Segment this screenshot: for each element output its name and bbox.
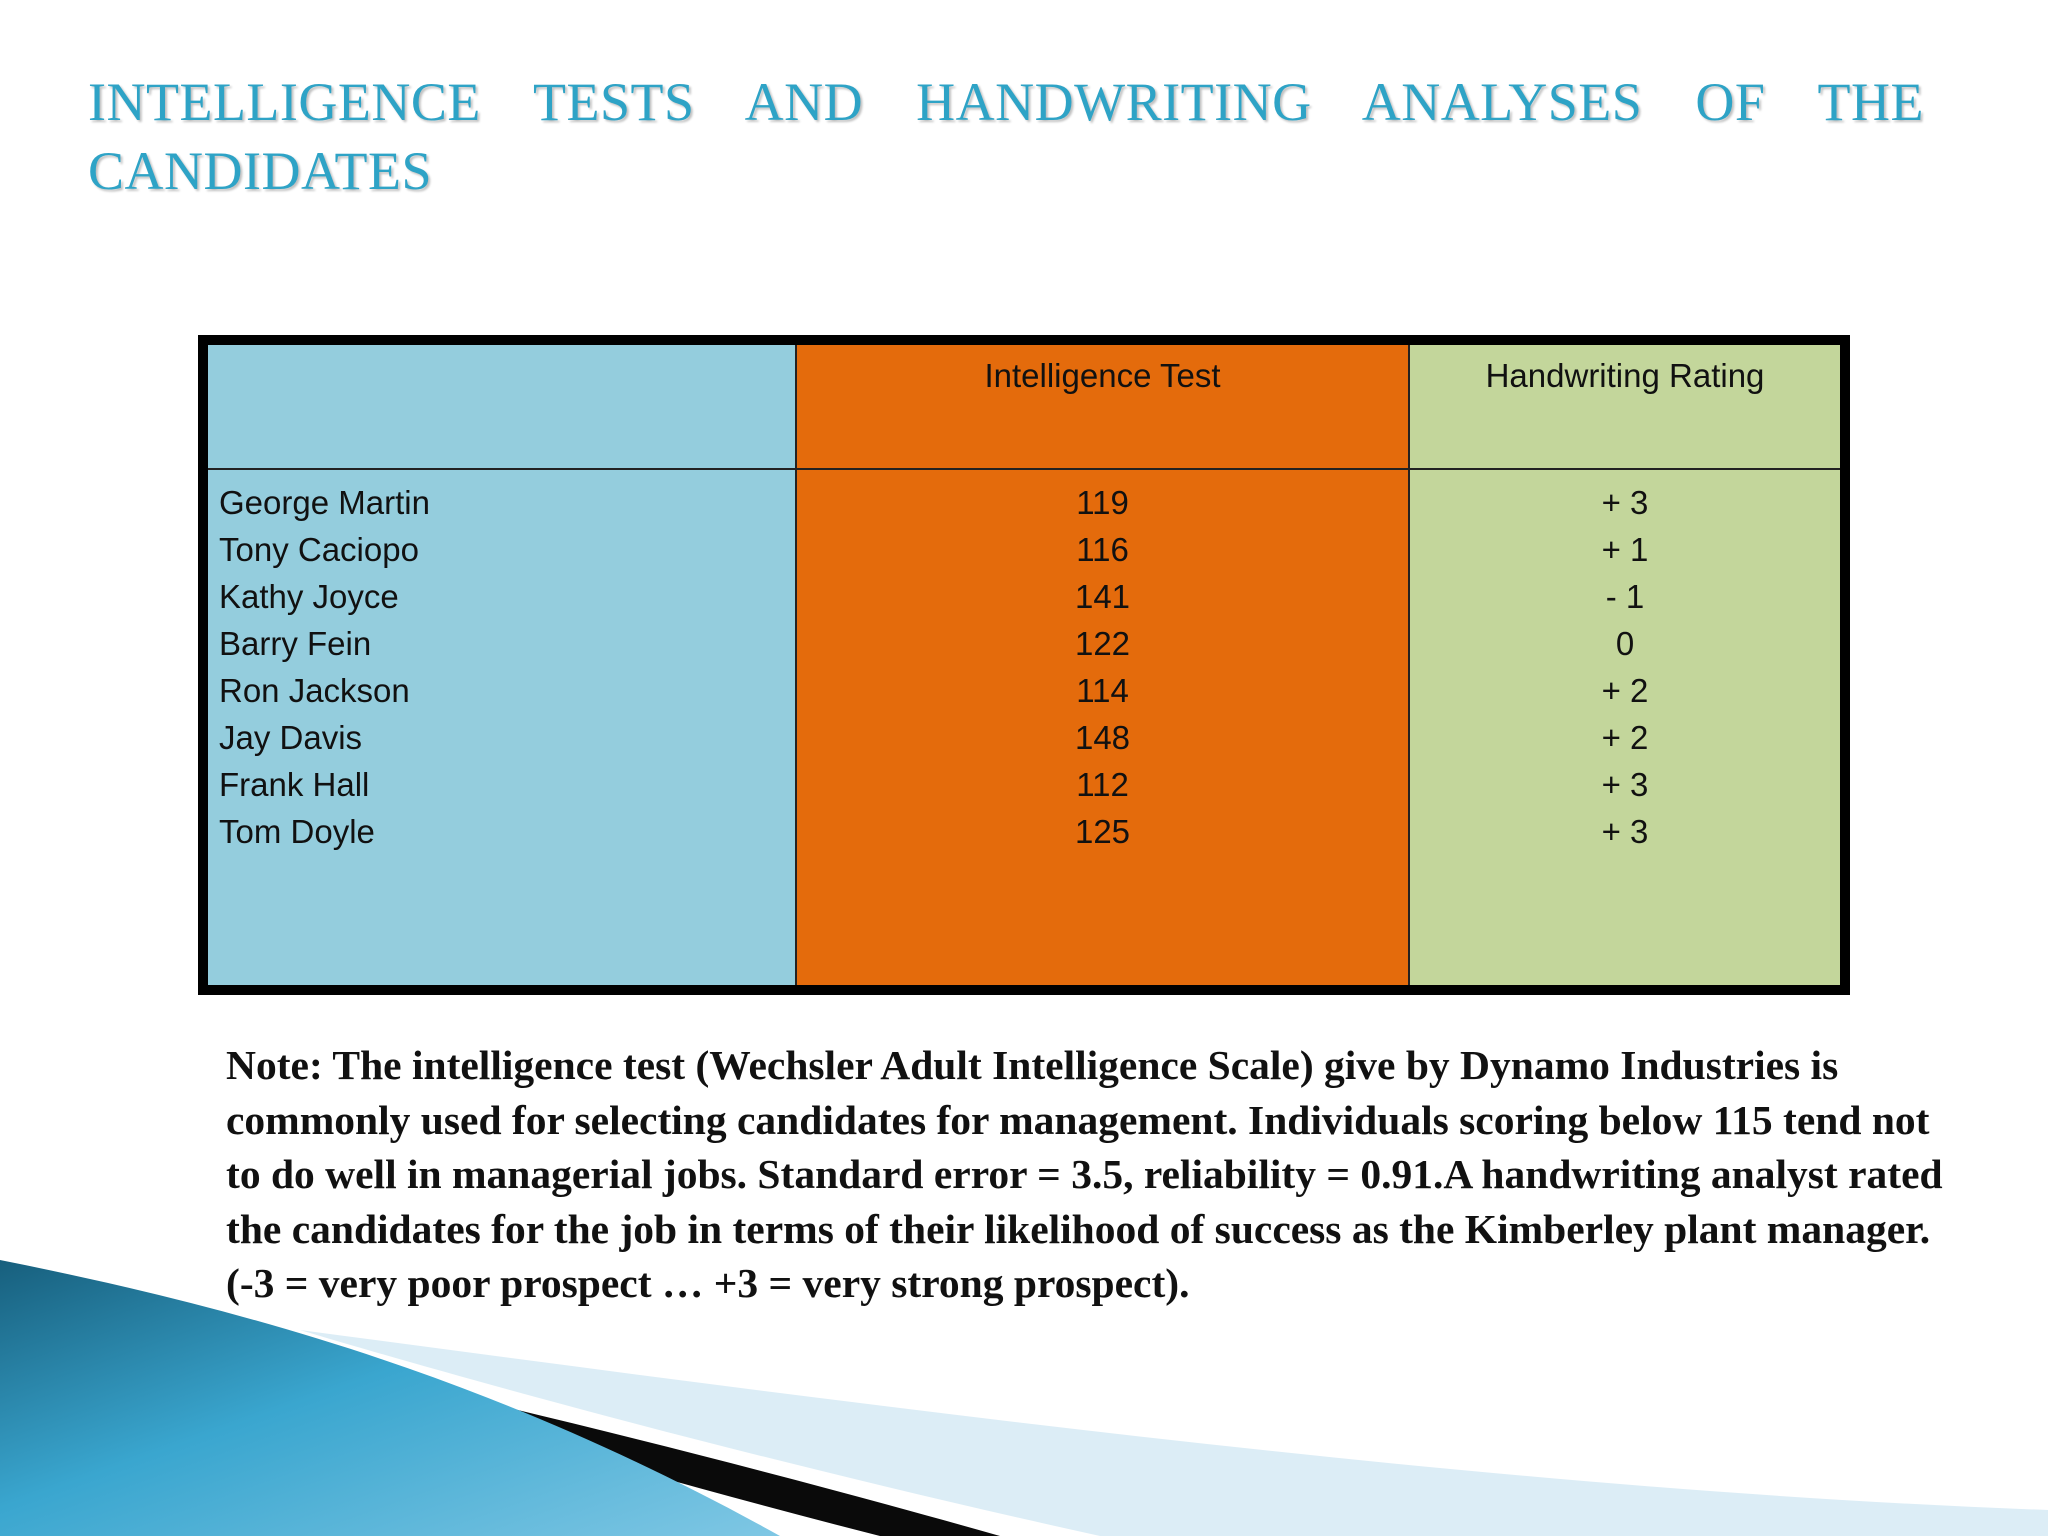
handwriting-rating: + 3 (1601, 813, 1649, 850)
intelligence-body (797, 470, 1408, 855)
intelligence-score: 141 (1074, 578, 1131, 615)
handwriting-body (1410, 470, 1840, 855)
handwriting-rating: + 2 (1601, 672, 1649, 709)
intelligence-score: 114 (1076, 672, 1129, 709)
handwriting-rating: 0 (1615, 625, 1635, 662)
handwriting-rating: - 1 (1605, 578, 1645, 615)
candidate-name: Ron Jackson (219, 672, 410, 709)
intelligence-header: Intelligence Test (797, 345, 1408, 470)
candidate-name: Frank Hall (219, 766, 370, 803)
intelligence-column (795, 345, 1408, 985)
intelligence-score: 148 (1074, 719, 1131, 756)
names-header (208, 345, 795, 470)
intelligence-score: 122 (1074, 625, 1131, 662)
names-column (208, 345, 795, 985)
note-paragraph: Note: The intelligence test (Wechsler Adult Intelligence Scale) give by Dynamo Industries is commonly used for selecting candidates for management. Individuals scoring below 115 tend not to do well in managerial jobs. Standard error = 3.5, reliability = 0.91.A handwriting analyst rated the candidates for the job in terms of their likelihood of success as the Kimberley plant manager. (-3 = very poor prospect … +3 = very strong prospect). (226, 1042, 1943, 1306)
slide-title: INTELLIGENCE TESTS AND HANDWRITING ANALYSES OF THE CANDIDATES (88, 72, 1924, 201)
handwriting-rating: + 1 (1601, 531, 1649, 568)
candidate-name: Tom Doyle (219, 813, 375, 850)
handwriting-rating: + 3 (1601, 484, 1649, 521)
candidate-name: Barry Fein (219, 625, 372, 662)
handwriting-rating: + 2 (1601, 719, 1649, 756)
intelligence-score: 116 (1076, 531, 1129, 568)
handwriting-column (1408, 345, 1840, 985)
handwriting-header: Handwriting Rating (1410, 345, 1840, 470)
handwriting-rating: + 3 (1601, 766, 1649, 803)
intelligence-score: 125 (1074, 813, 1131, 850)
candidate-name: Kathy Joyce (219, 578, 399, 615)
candidate-name: Jay Davis (219, 719, 363, 756)
candidate-name: George Martin (219, 484, 430, 521)
decorative-swoosh (0, 1260, 2048, 1536)
intelligence-score: 119 (1076, 484, 1129, 521)
candidate-name: Tony Caciopo (219, 531, 419, 568)
names-body (208, 470, 795, 855)
candidates-table (198, 335, 1850, 995)
intelligence-score: 112 (1076, 766, 1129, 803)
